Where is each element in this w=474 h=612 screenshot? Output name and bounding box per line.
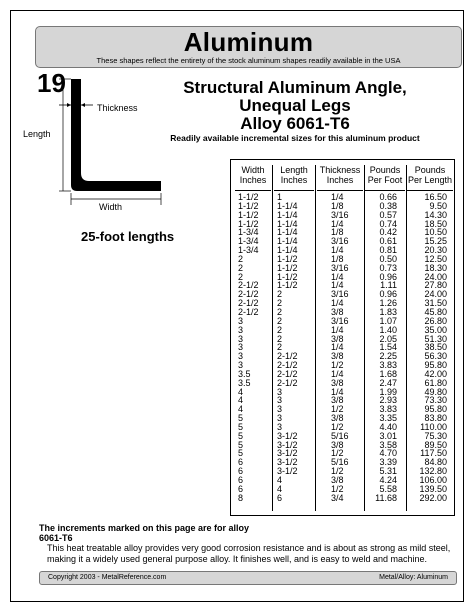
pounds-per-foot-cell: 0.66	[379, 192, 397, 202]
thickness-cell: 1/2	[331, 404, 344, 415]
thickness-cell: 1/2	[331, 360, 344, 371]
width-cell: 3	[238, 333, 244, 344]
width-cell: 2-1/2	[238, 306, 259, 317]
length-cell: 2	[277, 324, 283, 335]
pounds-per-length-cell: 14.30	[424, 209, 447, 220]
length-cell: 3	[277, 404, 283, 415]
pounds-per-foot-cell: 0.57	[379, 209, 397, 220]
pounds-per-length-cell: 139.50	[419, 483, 447, 494]
width-cell: 4	[238, 395, 244, 406]
pounds-per-foot-cell: 3.83	[379, 404, 397, 415]
length-cell: 3-1/2	[277, 430, 298, 441]
pounds-per-length-cell: 10.50	[424, 227, 447, 238]
pounds-per-foot-cell: 2.93	[379, 395, 397, 406]
pounds-per-length-cell: 110.00	[420, 421, 447, 432]
pounds-per-length-cell: 15.25	[424, 236, 447, 247]
pounds-per-foot-cell: 1.99	[379, 386, 397, 397]
pounds-per-length-cell: 18.50	[424, 218, 447, 229]
thickness-cell: 1/2	[331, 448, 344, 459]
pounds-per-foot-column	[371, 193, 397, 503]
length-cell: 3-1/2	[277, 466, 298, 477]
column-divider	[406, 165, 407, 511]
pounds-per-foot-cell: 5.58	[379, 483, 397, 494]
thickness-cell: 1/4	[331, 280, 344, 291]
thickness-cell: 3/8	[331, 439, 344, 450]
width-label: Width	[99, 202, 123, 212]
pounds-per-foot-cell: 1.54	[379, 342, 397, 353]
footnote-title	[39, 523, 249, 543]
pounds-per-foot-cell: 1.07	[379, 315, 397, 326]
header-ppf-line1: Pounds	[369, 165, 401, 175]
length-cell: 1-1/4	[277, 227, 298, 238]
thickness-cell: 3/16	[331, 315, 349, 326]
tagline: Readily available incremental sizes for this aluminum product	[170, 133, 420, 143]
header-width-line1: Width	[241, 165, 265, 175]
column-divider	[364, 165, 365, 511]
width-cell: 6	[238, 466, 244, 477]
pounds-per-foot-cell: 0.74	[379, 218, 397, 229]
banner-subtitle: These shapes reflect the entirety of the stock aluminum shapes readily available in the USA	[96, 56, 401, 65]
header-ppf-line2: Per Foot	[367, 175, 403, 185]
header-ppl-line1: Pounds	[414, 165, 446, 175]
pounds-per-length-cell: 95.80	[424, 404, 447, 415]
pounds-per-foot-cell: 3.35	[379, 413, 397, 424]
pounds-per-foot-cell: 3.83	[379, 360, 397, 371]
length-cell: 2	[277, 342, 283, 353]
thickness-cell: 1/4	[331, 386, 344, 397]
width-cell: 2	[238, 271, 244, 282]
page-number: 19	[37, 68, 66, 98]
header-length	[274, 165, 314, 185]
pounds-per-length-cell: 75.30	[424, 430, 447, 441]
width-cell: 3	[238, 351, 244, 362]
pounds-per-foot-cell: 0.96	[379, 271, 397, 282]
thickness-cell: 3/16	[331, 209, 349, 220]
width-cell: 6	[238, 457, 244, 468]
length-cell: 1	[277, 192, 283, 202]
pounds-per-length-cell: 49.80	[424, 386, 447, 397]
width-cell: 1-1/2	[238, 200, 259, 211]
thickness-cell: 1/2	[331, 421, 344, 432]
thickness-cell: 3/8	[331, 306, 344, 317]
width-cell: 4	[238, 404, 244, 415]
width-cell: 1-3/4	[238, 245, 259, 256]
width-cell: 2	[238, 253, 244, 264]
width-cell: 3	[238, 315, 244, 326]
length-cell: 2-1/2	[277, 351, 298, 362]
length-cell: 1-1/4	[277, 209, 298, 220]
width-cell: 3	[238, 324, 244, 335]
header-length-line1: Length	[280, 165, 308, 175]
footer-bar	[39, 571, 457, 585]
pounds-per-foot-cell: 1.68	[379, 368, 397, 379]
heading-line-3: Alloy 6061-T6	[240, 114, 350, 133]
pounds-per-foot-cell: 1.26	[379, 298, 397, 309]
thickness-cell: 3/16	[331, 236, 349, 247]
pounds-per-length-cell: 51.30	[424, 333, 447, 344]
pounds-per-length-cell: 84.80	[424, 457, 447, 468]
angle-shape	[71, 79, 161, 191]
pounds-per-length-cell: 45.80	[424, 306, 447, 317]
length-cell: 2	[277, 333, 283, 344]
thickness-cell: 1/4	[331, 324, 344, 335]
pounds-per-length-cell: 26.80	[424, 315, 447, 326]
pounds-per-length-cell: 42.00	[424, 368, 447, 379]
pounds-per-length-cell: 106.00	[419, 475, 447, 485]
pounds-per-foot-cell: 0.61	[379, 236, 397, 247]
width-cell: 1-1/2	[238, 192, 259, 202]
thickness-cell: 1/4	[331, 368, 344, 379]
thickness-cell: 1/4	[331, 192, 344, 202]
heading-line-1: Structural Aluminum Angle,	[183, 78, 407, 97]
pounds-per-length-cell: 73.30	[424, 395, 447, 406]
length-cell: 3-1/2	[277, 439, 298, 450]
pounds-per-foot-cell: 2.47	[379, 377, 397, 388]
banner-title: Aluminum	[183, 27, 314, 57]
length-cell: 2-1/2	[277, 368, 298, 379]
thickness-cell: 1/4	[331, 271, 344, 282]
width-cell: 8	[238, 492, 244, 503]
width-column	[238, 193, 259, 503]
footer-copyright: Copyright 2003 - MetalReference.com	[48, 574, 167, 581]
column-divider	[315, 165, 316, 511]
pounds-per-length-cell: 38.50	[424, 342, 447, 353]
thickness-cell: 3/8	[331, 413, 344, 424]
thickness-cell: 3/8	[331, 333, 344, 344]
heading-line-2: Unequal Legs	[239, 96, 351, 115]
pounds-per-length-cell: 31.50	[424, 298, 447, 309]
width-cell: 5	[238, 430, 244, 441]
footnote-line-1: The increments marked on this page are for alloy	[39, 523, 250, 533]
page	[10, 10, 464, 602]
header-width-line2: Inches	[239, 175, 267, 185]
length-cell: 4	[277, 475, 283, 485]
length-column	[277, 193, 298, 503]
thickness-cell: 1/4	[331, 298, 344, 309]
pounds-per-length-cell: 24.00	[424, 271, 447, 282]
thickness-cell: 3/4	[331, 492, 344, 503]
pounds-per-foot-cell: 3.39	[379, 457, 397, 468]
width-cell: 5	[238, 413, 244, 424]
width-cell: 1-3/4	[238, 236, 259, 247]
length-cell: 3	[277, 395, 283, 406]
pounds-per-length-cell: 95.80	[424, 360, 447, 371]
pounds-per-foot-cell: 4.70	[379, 448, 397, 459]
length-cell: 2	[277, 306, 283, 317]
pounds-per-foot-cell: 0.50	[379, 253, 397, 264]
pounds-per-foot-cell: 0.38	[379, 200, 397, 211]
width-cell: 5	[238, 439, 244, 450]
length-cell: 2	[277, 315, 283, 326]
length-cell: 3	[277, 413, 283, 424]
footer-category: Metal/Alloy: Aluminum	[379, 574, 448, 581]
thickness-cell: 1/4	[331, 218, 344, 229]
length-cell: 1-1/2	[277, 271, 298, 282]
pounds-per-foot-cell: 0.42	[379, 227, 397, 238]
width-cell: 2-1/2	[238, 289, 259, 300]
thickness-column	[331, 193, 349, 503]
width-cell: 3.5	[238, 377, 251, 388]
header-pounds-per-foot	[365, 165, 405, 185]
footnote-line-2: 6061-T6	[39, 533, 73, 543]
title-banner	[35, 26, 462, 68]
thickness-cell: 1/2	[331, 466, 344, 477]
thickness-cell: 3/16	[331, 262, 349, 273]
pounds-per-length-cell: 27.80	[424, 280, 447, 291]
pounds-per-length-cell: 132.80	[419, 466, 447, 477]
thickness-cell: 1/8	[331, 253, 344, 264]
pounds-per-foot-cell: 3.58	[379, 439, 397, 450]
thickness-cell: 5/16	[331, 457, 349, 468]
header-thickness-line1: Thickness	[319, 165, 361, 175]
pounds-per-length-cell: 35.00	[424, 324, 447, 335]
width-cell: 2	[238, 262, 244, 273]
length-cell: 3-1/2	[277, 457, 298, 468]
length-cell: 6	[277, 492, 283, 503]
width-cell: 5	[238, 421, 244, 432]
header-pounds-per-length	[407, 165, 453, 185]
pounds-per-foot-cell: 1.11	[380, 280, 397, 291]
width-cell: 1-1/2	[238, 218, 259, 229]
length-cell: 2	[277, 298, 283, 309]
pounds-per-foot-cell: 11.68	[375, 492, 397, 503]
pounds-per-foot-cell: 2.25	[379, 351, 397, 362]
width-cell: 2-1/2	[238, 298, 259, 309]
width-cell: 1-1/2	[238, 209, 259, 220]
width-cell: 2-1/2	[238, 280, 259, 291]
pounds-per-foot-cell: 1.40	[379, 324, 397, 335]
pounds-per-foot-cell: 3.01	[379, 430, 397, 441]
header-length-line2: Inches	[280, 175, 308, 185]
footnote-body: This heat treatable alloy provides very good corrosion resistance and is about as strong as mild steel, making it a widely used general purpose alloy. It finishes well, and is easy to weld and machine.	[47, 543, 451, 564]
header-ppl-line2: Per Length	[407, 175, 453, 185]
size-table	[230, 159, 455, 516]
length-cell: 1-1/4	[277, 236, 298, 247]
pounds-per-length-cell: 292.00	[419, 492, 447, 503]
pounds-per-length-cell: 83.80	[424, 413, 447, 424]
width-cell: 6	[238, 483, 244, 494]
pounds-per-foot-cell: 4.40	[379, 421, 397, 432]
pounds-per-foot-cell: 4.24	[379, 475, 397, 485]
thickness-cell: 5/16	[331, 430, 349, 441]
header-width	[235, 165, 271, 185]
thickness-cell: 1/2	[331, 483, 344, 494]
pounds-per-length-column	[413, 193, 447, 503]
thickness-cell: 3/16	[331, 289, 349, 300]
pounds-per-foot-cell: 0.96	[379, 289, 397, 300]
thickness-cell: 3/8	[331, 377, 344, 388]
width-cell: 6	[238, 475, 244, 485]
pounds-per-foot-cell: 0.81	[379, 245, 397, 256]
pounds-per-foot-cell: 1.83	[379, 306, 397, 317]
pounds-per-length-cell: 89.50	[424, 439, 447, 450]
pounds-per-foot-cell: 0.73	[379, 262, 397, 273]
length-cell: 2	[277, 289, 283, 300]
pounds-per-length-cell: 12.50	[424, 253, 447, 264]
length-label: Length	[23, 129, 51, 139]
column-divider	[272, 165, 273, 511]
pounds-per-length-cell: 9.50	[429, 200, 447, 211]
thickness-cell: 1/4	[331, 245, 344, 256]
thickness-cell: 1/8	[331, 200, 344, 211]
angle-diagram	[41, 73, 181, 223]
header-thickness-line2: Inches	[326, 175, 354, 185]
pounds-per-length-cell: 20.30	[424, 245, 447, 256]
length-cell: 1-1/2	[277, 253, 298, 264]
width-cell: 3.5	[238, 368, 251, 379]
thickness-cell: 3/8	[331, 395, 344, 406]
thickness-cell: 3/8	[331, 351, 344, 362]
length-cell: 2-1/2	[277, 377, 298, 388]
pounds-per-length-cell: 16.50	[424, 192, 447, 202]
width-cell: 4	[238, 386, 244, 397]
length-cell: 3	[277, 421, 283, 432]
pounds-per-length-cell: 61.80	[424, 377, 447, 388]
thickness-cell: 1/8	[331, 227, 344, 238]
length-cell: 1-1/4	[277, 245, 298, 256]
length-cell: 1-1/4	[277, 200, 298, 211]
lengths-note: 25-foot lengths	[81, 229, 175, 244]
length-cell: 4	[277, 483, 283, 494]
length-cell: 1-1/2	[277, 280, 298, 291]
length-cell: 1-1/2	[277, 262, 298, 273]
length-cell: 3-1/2	[277, 448, 298, 459]
pounds-per-foot-cell: 5.31	[379, 466, 397, 477]
width-cell: 1-3/4	[238, 227, 259, 238]
thickness-cell: 1/4	[331, 342, 344, 353]
width-cell: 5	[238, 448, 244, 459]
width-cell: 3	[238, 360, 244, 371]
length-cell: 3	[277, 386, 283, 397]
pounds-per-length-cell: 18.30	[424, 262, 447, 273]
thickness-label: Thickness	[97, 103, 138, 113]
thickness-cell: 3/8	[331, 475, 344, 485]
length-cell: 1-1/4	[277, 218, 298, 229]
pounds-per-length-cell: 56.30	[424, 351, 447, 362]
pounds-per-length-cell: 24.00	[424, 289, 447, 300]
width-cell: 3	[238, 342, 244, 353]
pounds-per-foot-cell: 2.05	[379, 333, 397, 344]
pounds-per-length-cell: 117.50	[420, 448, 447, 459]
length-cell: 2-1/2	[277, 360, 298, 371]
header-thickness	[317, 165, 363, 185]
